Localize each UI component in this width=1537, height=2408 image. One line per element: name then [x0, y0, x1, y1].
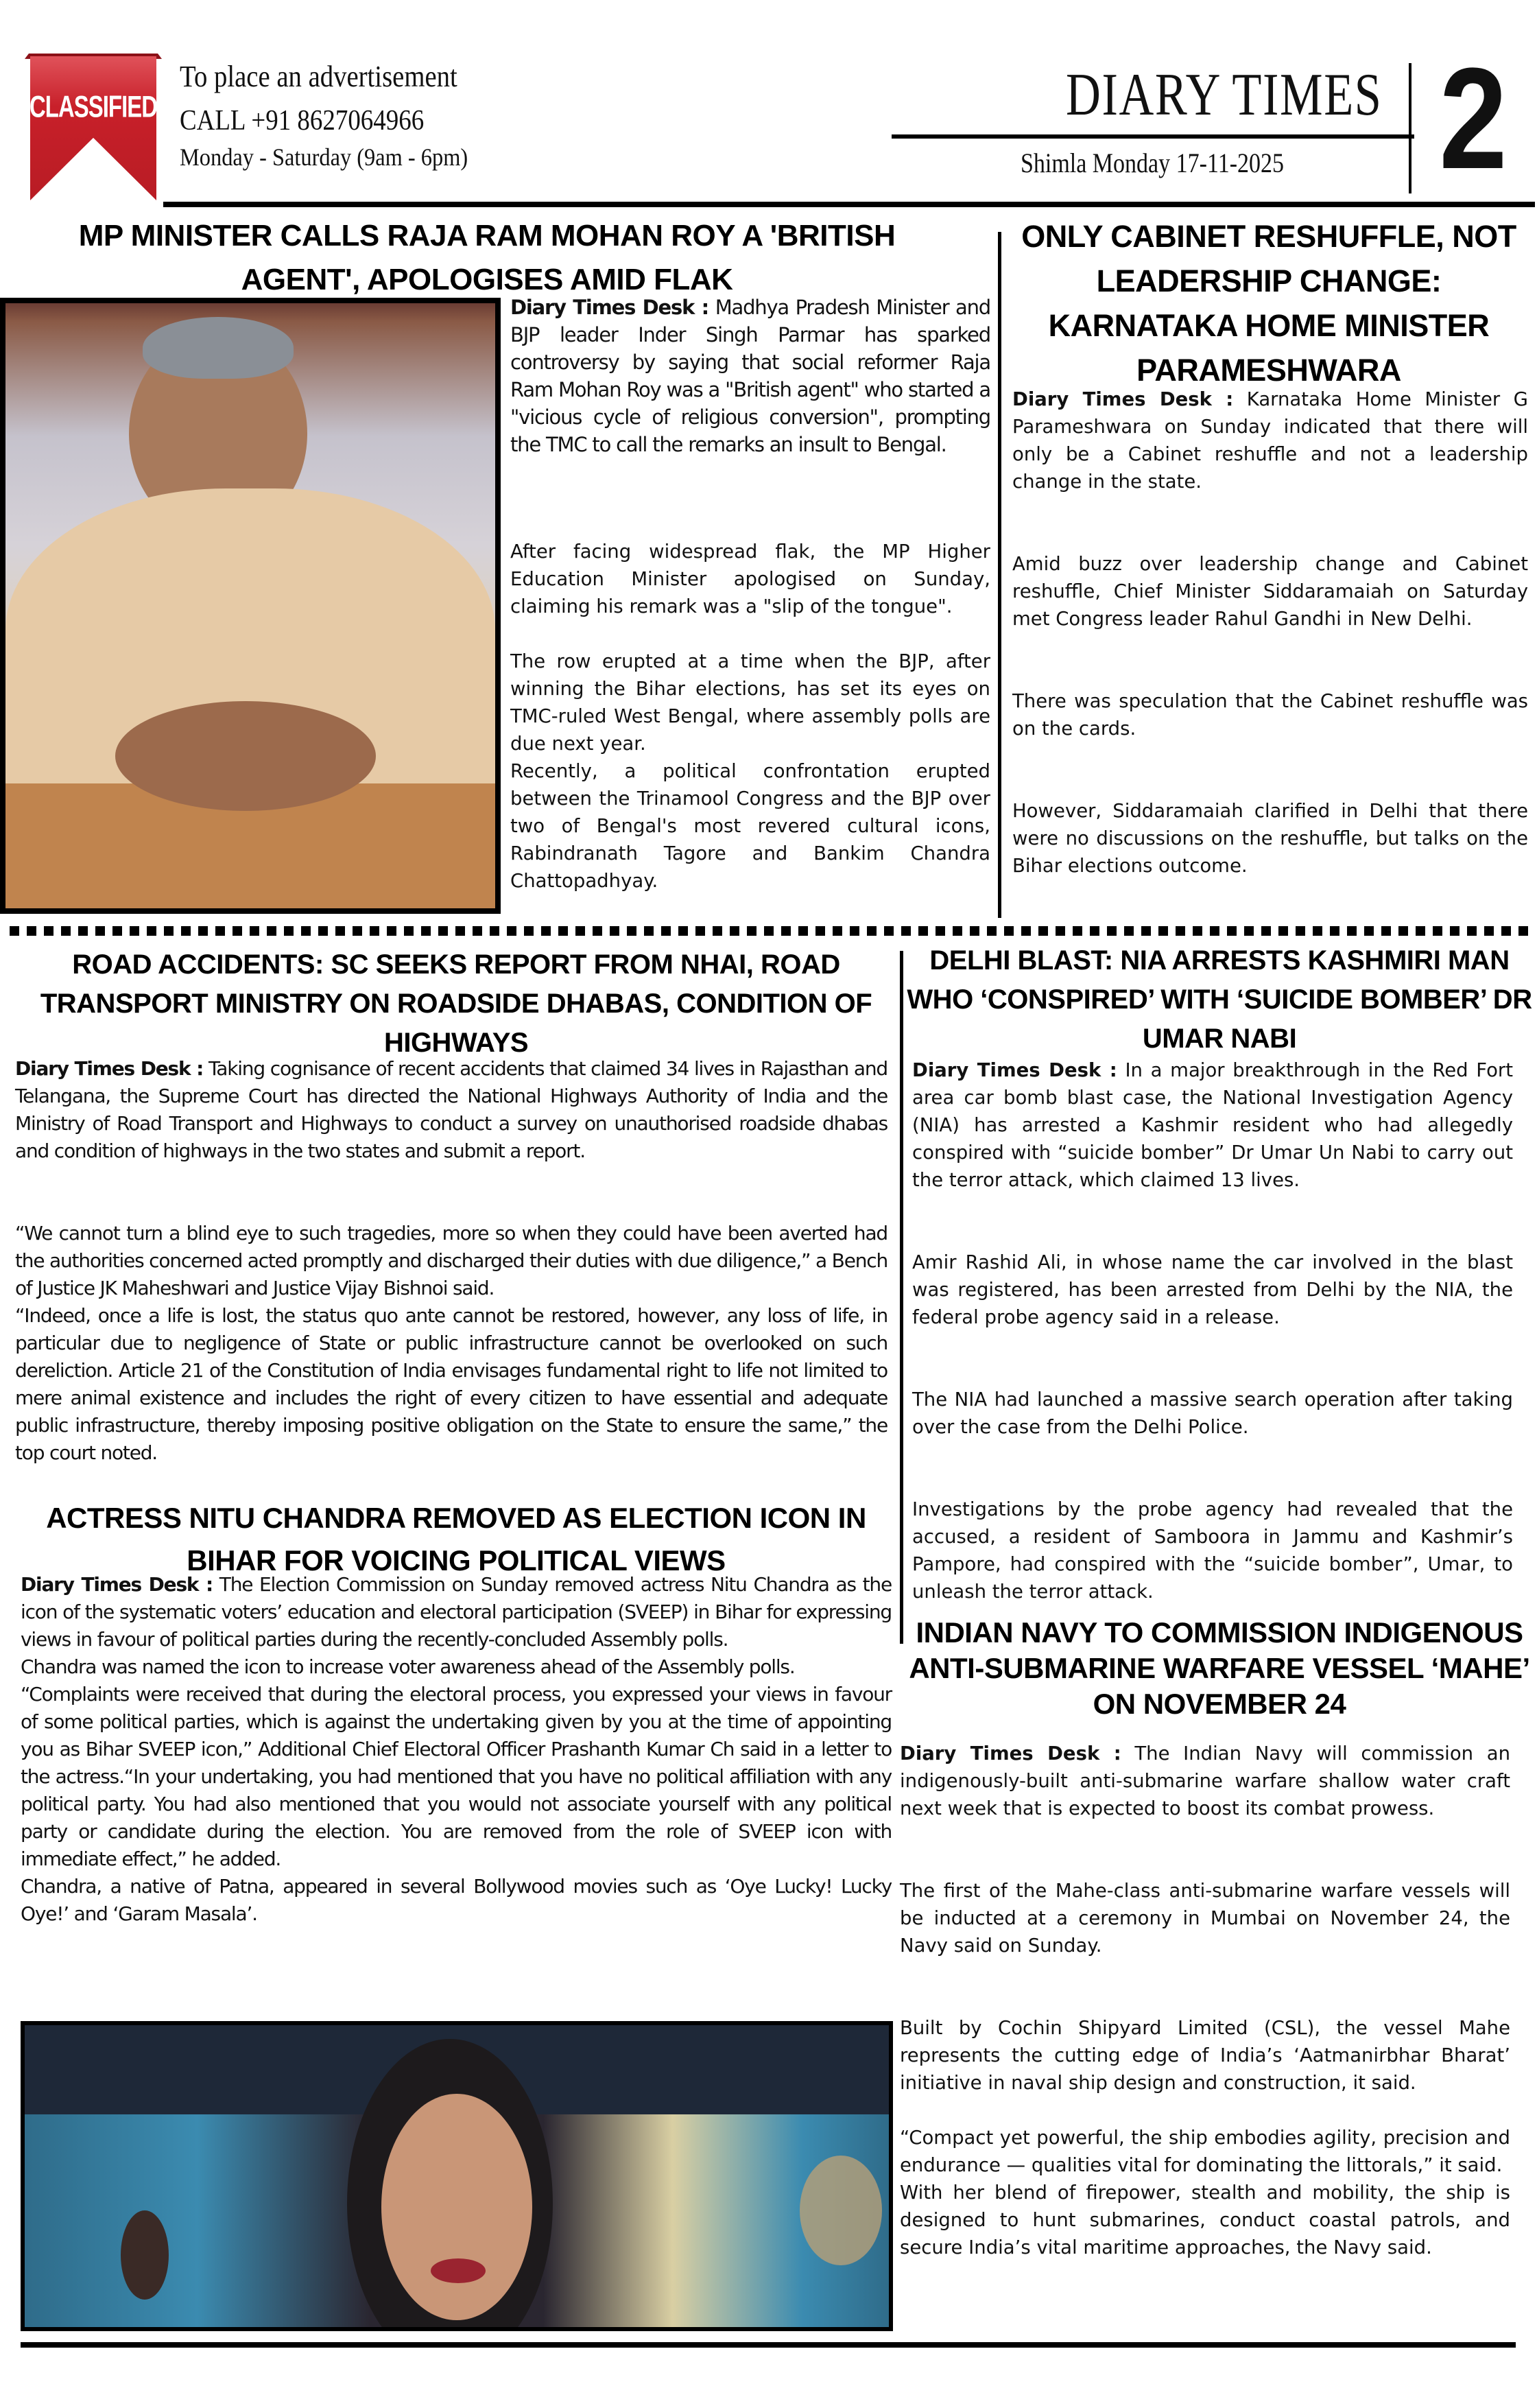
desk-credit: Diary Times Desk :	[15, 1057, 204, 1080]
paragraph: Investigations by the probe agency had revealed that the accused, a resident of Samboora in Jammu and Kashmir’s Pampore, had conspired with the “suicide bomber”, Umar, to unleash the terror attack.	[912, 1498, 1513, 1603]
headline-mp-minister[interactable]: MP MINISTER CALLS RAJA RAM MOHAN ROY A 'BRITISH AGENT', APOLOGISES AMID FLAK	[78, 219, 896, 296]
article-body-nitu-chandra	[21, 1571, 892, 1928]
paragraph: Chandra, a native of Patna, appeared in several Bollywood movies such as ‘Oye Lucky! Lucky Oye!’ and ‘Garam Masala’.	[21, 1875, 892, 1925]
paragraph: The NIA had launched a massive search operation after taking over the case from the Delhi Police.	[912, 1389, 1513, 1438]
page-bottom-rule	[21, 2342, 1516, 2348]
article-body-indian-navy	[900, 1740, 1510, 2261]
portrait-hands-shape	[115, 701, 376, 811]
ribbon-shape-icon	[25, 54, 162, 200]
masthead-rule	[163, 202, 1535, 207]
lead-paragraph: Diary Times Desk : In a major breakthrough in the Red Fort area car bomb blast case, the National Investigation Agency (NIA) has arrested a Kashmir resident who had allegedly conspired with “suicide bomber” Dr Umar Un Nabi to carry out the terror attack, which claimed 13 lives.	[912, 1059, 1513, 1191]
lead-paragraph: Diary Times Desk : The Indian Navy will commission an indigenously-built anti-submarine warfare shallow water craft next week that is expected to boost its combat prowess.	[900, 1743, 1511, 1819]
paragraph: With her blend of firepower, stealth and mobility, the ship is designed to hunt submarines, conduct coastal patrols, and secure India’s vital maritime approaches, the Navy said.	[900, 2182, 1510, 2258]
column-divider-bottom	[900, 951, 903, 1644]
photo-lamp-shape	[800, 2156, 882, 2265]
headline-nitu-chandra[interactable]: ACTRESS NITU CHANDRA REMOVED AS ELECTION ICON IN BIHAR FOR VOICING POLITICAL VIEWS	[46, 1502, 866, 1577]
brand-divider	[892, 134, 1414, 139]
article-body-karnataka	[1012, 386, 1528, 880]
lead-paragraph: Diary Times Desk : Taking cognisance of recent accidents that claimed 34 lives in Rajasthan and Telangana, the Supreme Court has directed the National Highways Authority of India and the Ministry of Road Transport and Highways to conduct a survey on unauthorised roadside dhabas and condition of highways in the two states and submit a report.	[15, 1057, 888, 1162]
section-dashed-separator	[10, 926, 1528, 936]
photo-nitu-chandra	[21, 2021, 893, 2331]
newspaper-brand: DIARY TIMES	[1066, 62, 1383, 128]
lead-paragraph: Diary Times Desk : Karnataka Home Minister G Parameshwara on Sunday indicated that there will only be a Cabinet reshuffle and not a leadership change in the state.	[1012, 388, 1528, 493]
headline-road-accidents[interactable]: ROAD ACCIDENTS: SC SEEKS REPORT FROM NHAI, ROAD TRANSPORT MINISTRY ON ROADSIDE DHABAS, CONDITION OF HIGHWAYS	[40, 949, 872, 1058]
paragraph: “Complaints were received that during the electoral process, you expressed your views in favour of some political parties, which is against the undertaking given by you at the time of appointing you as Bihar SVEEP icon,” Additional Chief Electoral Officer Prashanth Kumar Ch said in a letter to the actress.“In your undertaking, you had mentioned that you have no political affiliation with any political party. You had also mentioned that you would not associate yourself with any political party or candidate during the election. You are removed from the role of SVEEP icon with immediate effect,” he added.	[21, 1683, 892, 1870]
paragraph: “Indeed, once a life is lost, the status quo ante cannot be restored, however, any loss of life, in particular due to negligence of State or public infrastructure cannot be overlooked on such dereliction. Article 21 of the Constitution of India envisages fundamental right to life not limited to mere animal existence and includes the right of every citizen to have essential and adequate public infrastructure, thereby imposing positive obligation on the State to ensure the same,” the top court noted.	[15, 1304, 887, 1464]
ad-hours: Monday - Saturday (9am - 6pm)	[180, 143, 468, 171]
photo-face-shape	[381, 2094, 532, 2320]
headline-indian-navy[interactable]: INDIAN NAVY TO COMMISSION INDIGENOUS ANTI-SUBMARINE WARFARE VESSEL ‘MAHE’ ON NOVEMBER 24	[909, 1616, 1530, 1720]
paragraph: “We cannot turn a blind eye to such tragedies, more so when they could have been averted had the authorities concerned acted promptly and discharged their duties with due diligence,” a Bench of Justice JK Maheshwari and Justice Vijay Bishnoi said.	[15, 1222, 888, 1299]
article-body-road-accidents	[15, 1055, 887, 1467]
headline-karnataka[interactable]: ONLY CABINET RESHUFFLE, NOT LEADERSHIP CHANGE: KARNATAKA HOME MINISTER PARAMESHWARA	[1021, 219, 1516, 388]
desk-credit: Diary Times Desk :	[510, 296, 709, 319]
paragraph: Chandra was named the icon to increase voter awareness ahead of the Assembly polls.	[21, 1655, 795, 1678]
photo-inder-singh-parmar	[0, 298, 501, 914]
paragraph: Amid buzz over leadership change and Cabinet reshuffle, Chief Minister Siddaramaiah on Saturday met Congress leader Rahul Gandhi in New Delhi.	[1012, 553, 1528, 630]
paragraph: There was speculation that the Cabinet reshuffle was on the cards.	[1012, 690, 1528, 740]
paragraph: The row erupted at a time when the BJP, after winning the Bihar elections, has set its eyes on TMC-ruled West Bengal, where assembly polls are due next year.	[510, 650, 990, 755]
ad-title: To place an advertisement	[180, 60, 457, 93]
photo-wreath-shape	[121, 2210, 169, 2300]
classified-label: CLASSIFIED	[29, 89, 158, 123]
desk-credit: Diary Times Desk :	[900, 1743, 1121, 1764]
headline-delhi-blast[interactable]: DELHI BLAST: NIA ARRESTS KASHMIRI MAN WHO ‘CONSPIRED’ WITH ‘SUICIDE BOMBER’ DR UMAR NABI	[907, 945, 1532, 1054]
page-number: 2	[1439, 38, 1508, 199]
desk-credit: Diary Times Desk :	[1012, 388, 1234, 410]
portrait-hair-shape	[143, 317, 294, 379]
article-body-mp-minister	[510, 294, 990, 458]
paragraph: Recently, a political confrontation erupted between the Trinamool Congress and the BJP over two of Bengal's most revered cultural icons, Rabindranath Tagore and Bankim Chandra Chattopadhyay.	[510, 760, 990, 892]
ad-phone[interactable]: CALL +91 8627064966	[180, 105, 425, 137]
paragraph: However, Siddaramaiah clarified in Delhi that there were no discussions on the reshuffle, but talks on the Bihar elections outcome.	[1012, 800, 1528, 877]
article-body-delhi-blast	[912, 1057, 1513, 1605]
column-divider-top	[998, 232, 1001, 918]
lead-paragraph: Diary Times Desk : The Election Commission on Sunday removed actress Nitu Chandra as the icon of the systematic voters’ education and electoral participation (SVEEP) in Bihar for expressing views in favour of political parties during the recently-concluded Assembly polls.	[21, 1573, 892, 1651]
article-body-mp-minister-cont	[510, 538, 990, 895]
paragraph: Built by Cochin Shipyard Limited (CSL), the vessel Mahe represents the cutting edge of India’s ‘Aatmanirbhar Bharat’ initiative in naval ship design and construction, it said.	[900, 2017, 1510, 2094]
paragraph: After facing widespread flak, the MP Higher Education Minister apologised on Sunday, claiming his remark was a "slip of the tongue".	[510, 541, 990, 617]
dateline: Shimla Monday 17-11-2025	[1020, 147, 1285, 178]
desk-credit: Diary Times Desk :	[912, 1059, 1117, 1081]
masthead-vertical-divider	[1409, 63, 1411, 193]
lead-paragraph: Diary Times Desk : Madhya Pradesh Minister and BJP leader Inder Singh Parmar has sparked controversy by saying that social reformer Raja Ram Mohan Roy was a "British agent" who started a "vicious cycle of religious conversion", prompting the TMC to call the remarks an insult to Bengal.	[510, 296, 991, 456]
paragraph: “Compact yet powerful, the ship embodies agility, precision and endurance — qualities vital for dominating the littorals,” it said.	[900, 2127, 1510, 2176]
photo-lips-shape	[431, 2258, 486, 2283]
paragraph: Amir Rashid Ali, in whose name the car involved in the blast was registered, has been arrested from Delhi by the NIA, the federal probe agency said in a release.	[912, 1251, 1513, 1328]
paragraph: The first of the Mahe-class anti-submarine warfare vessels will be inducted at a ceremony in Mumbai on November 24, the Navy said on Sunday.	[900, 1880, 1510, 1957]
desk-credit: Diary Times Desk :	[21, 1573, 213, 1596]
classified-ribbon-icon	[25, 54, 162, 200]
